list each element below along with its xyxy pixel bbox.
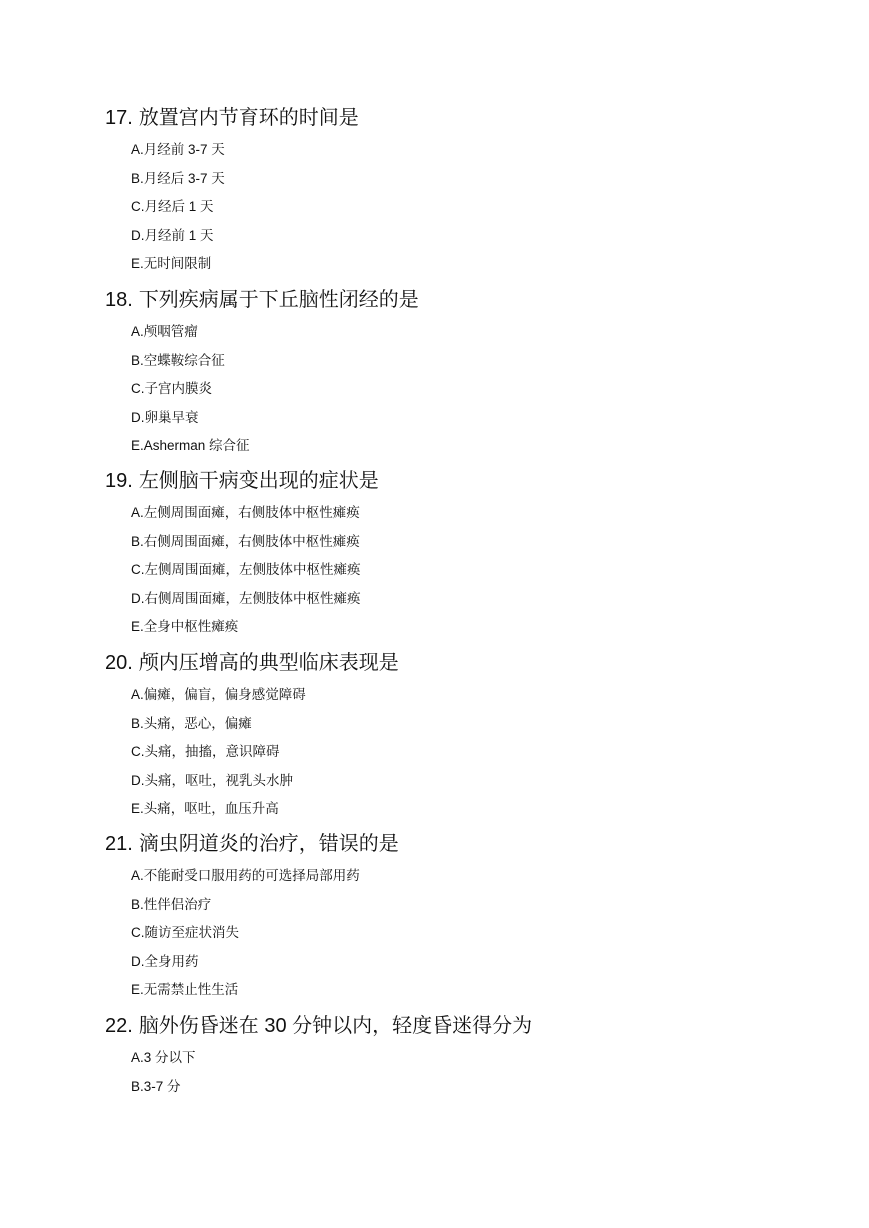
question-text: 滴虫阴道炎的治疗，错误的是 bbox=[138, 833, 399, 855]
option-d: D.全身用药 bbox=[131, 953, 199, 969]
question-number: 18. bbox=[105, 289, 133, 311]
option-b: B.性伴侣治疗 bbox=[131, 896, 212, 912]
option-d: D.头痛，呕吐，视乳头水肿 bbox=[131, 772, 293, 788]
option-e: E.无时间限制 bbox=[131, 256, 212, 271]
option-c: C.头痛，抽搐，意识障碍 bbox=[131, 744, 280, 759]
option-d: D.右侧周围面瘫，左侧肢体中枢性瘫痪 bbox=[131, 590, 361, 606]
option-e: E.无需禁止性生活 bbox=[131, 982, 239, 997]
option-b: B.3-7 分 bbox=[131, 1078, 181, 1094]
question-title bbox=[105, 286, 845, 314]
question-title bbox=[105, 467, 845, 495]
option-d: D.月经前 1 天 bbox=[131, 227, 214, 243]
question-number: 20. bbox=[105, 652, 133, 674]
option-c: C.月经后 1 天 bbox=[131, 199, 214, 214]
option-a: A.左侧周围面瘫，右侧肢体中枢性瘫痪 bbox=[131, 505, 360, 520]
question-21 bbox=[105, 830, 845, 1000]
question-title bbox=[105, 649, 845, 677]
question-19 bbox=[105, 467, 845, 637]
option-b: B.头痛，恶心，偏瘫 bbox=[131, 715, 252, 731]
option-b: B.月经后 3-7 天 bbox=[131, 170, 225, 186]
option-a: A.月经前 3-7 天 bbox=[131, 142, 225, 157]
option-c: C.左侧周围面瘫，左侧肢体中枢性瘫痪 bbox=[131, 562, 361, 577]
question-number: 22. bbox=[105, 1015, 133, 1037]
option-e: E.Asherman 综合征 bbox=[131, 438, 250, 453]
option-b: B.右侧周围面瘫，右侧肢体中枢性瘫痪 bbox=[131, 533, 360, 549]
question-18 bbox=[105, 286, 845, 456]
question-text: 下列疾病属于下丘脑性闭经的是 bbox=[138, 289, 419, 311]
question-title bbox=[105, 1012, 845, 1040]
option-a: A.3 分以下 bbox=[131, 1050, 196, 1065]
option-e: E.全身中枢性瘫痪 bbox=[131, 619, 239, 634]
option-a: A.偏瘫，偏盲，偏身感觉障碍 bbox=[131, 687, 306, 702]
question-title bbox=[105, 830, 845, 858]
option-c: C.随访至症状消失 bbox=[131, 925, 239, 940]
option-d: D.卵巢早衰 bbox=[131, 409, 199, 425]
option-a: A.不能耐受口服用药的可选择局部用药 bbox=[131, 868, 360, 883]
question-number: 17. bbox=[105, 107, 133, 129]
question-number: 21. bbox=[105, 833, 133, 855]
question-22 bbox=[105, 1012, 845, 1097]
question-text: 放置宫内节育环的时间是 bbox=[138, 107, 359, 129]
option-a: A.颅咽管瘤 bbox=[131, 324, 198, 339]
question-number: 19. bbox=[105, 470, 133, 492]
question-text: 左侧脑干病变出现的症状是 bbox=[138, 470, 379, 492]
question-title bbox=[105, 104, 845, 132]
option-e: E.头痛，呕吐，血压升高 bbox=[131, 801, 279, 816]
option-b: B.空蝶鞍综合征 bbox=[131, 352, 225, 368]
question-text: 颅内压增高的典型临床表现是 bbox=[138, 652, 399, 674]
question-20 bbox=[105, 649, 845, 819]
option-c: C.子宫内膜炎 bbox=[131, 381, 212, 396]
question-17 bbox=[105, 104, 845, 274]
question-text: 脑外伤昏迷在 30 分钟以内，轻度昏迷得分为 bbox=[138, 1015, 533, 1037]
